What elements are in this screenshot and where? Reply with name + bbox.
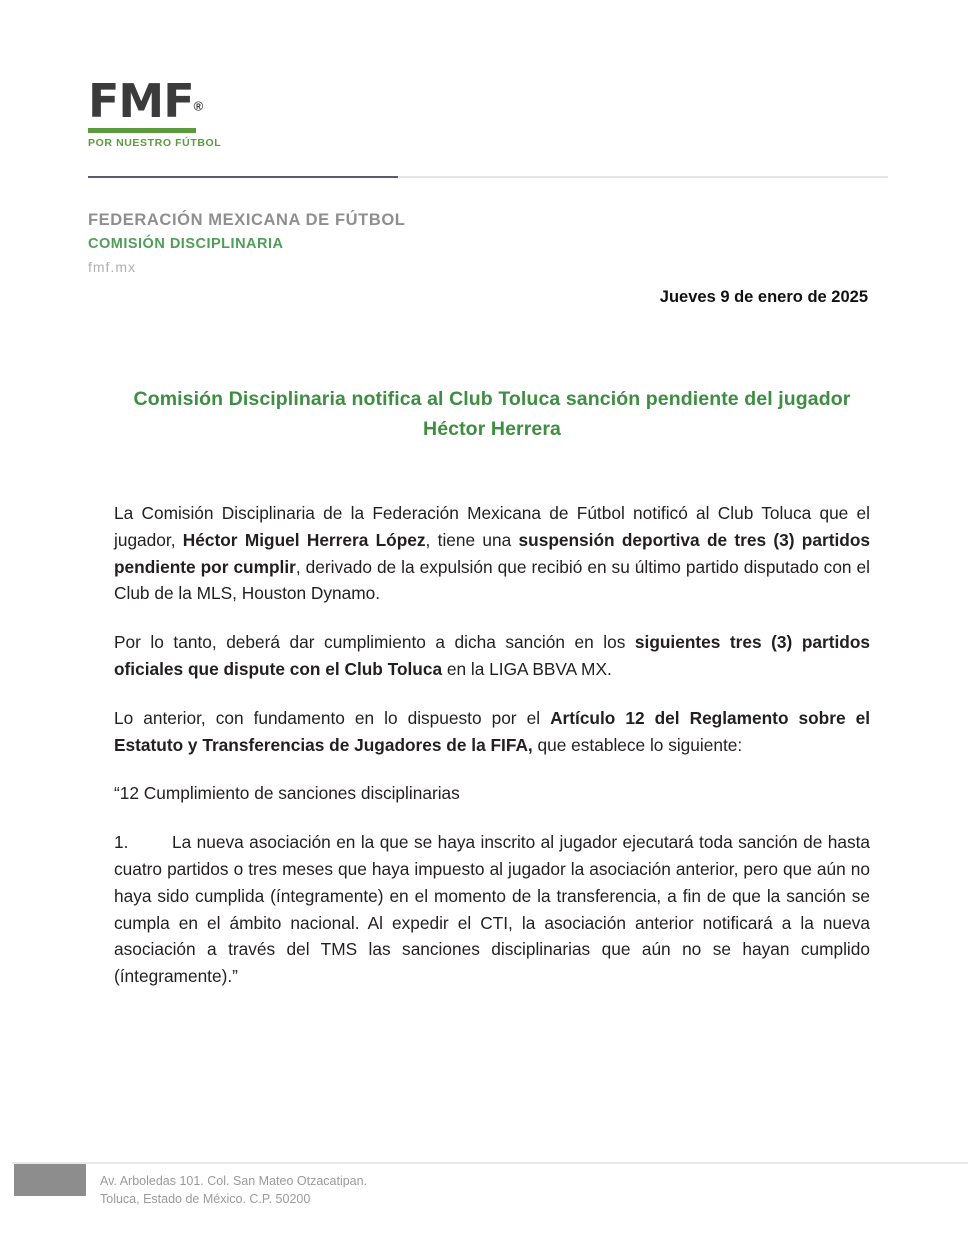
- fmf-logo: [88, 74, 328, 149]
- logo-text: FMF: [88, 74, 194, 128]
- p3-part-a: Lo anterior, con fundamento en lo dispuesto por el: [114, 707, 551, 728]
- page-title: Comisión Disciplinaria notifica al Club Toluca sanción pendiente del jugador Héctor Herrera: [133, 388, 851, 441]
- footer-address: [100, 1172, 367, 1208]
- paragraph-quote-heading: “12 Cumplimiento de sanciones disciplinarias: [114, 783, 460, 804]
- p2-part-c: en la LIGA BBVA MX.: [442, 658, 612, 679]
- p2-matches: siguientes tres (3) partidos oficiales que dispute con el Club Toluca: [114, 632, 870, 679]
- p1-player-name: Héctor Miguel Herrera López: [182, 529, 426, 550]
- document-date: Jueves 9 de enero de 2025: [659, 288, 868, 306]
- organization-website: fmf.mx: [88, 258, 136, 275]
- footer-divider: [12, 1162, 968, 1164]
- footer-color-block: [14, 1164, 86, 1196]
- registered-trademark-icon: ®: [193, 98, 204, 114]
- p1-part-c: , tiene una: [425, 529, 519, 550]
- logo-tagline: POR NUESTRO FÚTBOL: [88, 137, 222, 149]
- p2-part-a: Por lo tanto, deberá dar cumplimiento a dicha sanción en los: [114, 632, 635, 653]
- paragraph-1: [114, 500, 870, 607]
- paragraph-2: [114, 629, 870, 683]
- p3-article-reference: Artículo 12 del Reglamento sobre el Estatuto y Transferencias de Jugadores de la FIFA,: [114, 707, 871, 755]
- list-item-text: La nueva asociación en la que se haya inscrito al jugador ejecutará toda sanción de hasta cuatro partidos o tres meses que haya impuesto al jugador la asociación anterior, pero que aún no haya sido cumplida (íntegramente) en el momento de la transferencia, a fin de que la sanción se cumpla en el ámbito nacional. Al expedir el CTI, la asociación anterior notificará a la nueva asociación a través del TMS las sanciones disciplinarias que aún no se hayan cumplido (íntegramente).”: [114, 832, 870, 987]
- footer-address-line-2: Toluca, Estado de México. C.P. 50200: [100, 1192, 311, 1207]
- list-number: 1.: [114, 832, 129, 853]
- p1-part-e: , derivado de la expulsión que recibió en su último partido disputado con el Club de la MLS, Houston Dynamo.: [114, 556, 870, 604]
- organization-name: FEDERACIÓN MEXICANA DE FÚTBOL: [88, 211, 406, 229]
- organization-subtitle: COMISIÓN DISCIPLINARIA: [88, 235, 284, 252]
- organization-block: [88, 208, 405, 278]
- paragraph-numbered-1: [114, 829, 870, 990]
- document-body: [114, 500, 870, 1012]
- logo-wordmark: [88, 74, 328, 128]
- logo-green-bar: [88, 128, 196, 133]
- footer-address-line-1: Av. Arboledas 101. Col. San Mateo Otzacatipan.: [100, 1174, 368, 1188]
- p1-sanction: suspensión deportiva de tres (3) partidos pendiente por cumplir: [114, 529, 870, 577]
- p1-part-a: La Comisión Disciplinaria de la Federación Mexicana de Fútbol notificó al Club Toluca que el jugador,: [114, 503, 870, 550]
- paragraph-3: [114, 705, 870, 759]
- header-divider-accent: [88, 176, 398, 178]
- p3-part-c: que establece lo siguiente:: [532, 734, 743, 755]
